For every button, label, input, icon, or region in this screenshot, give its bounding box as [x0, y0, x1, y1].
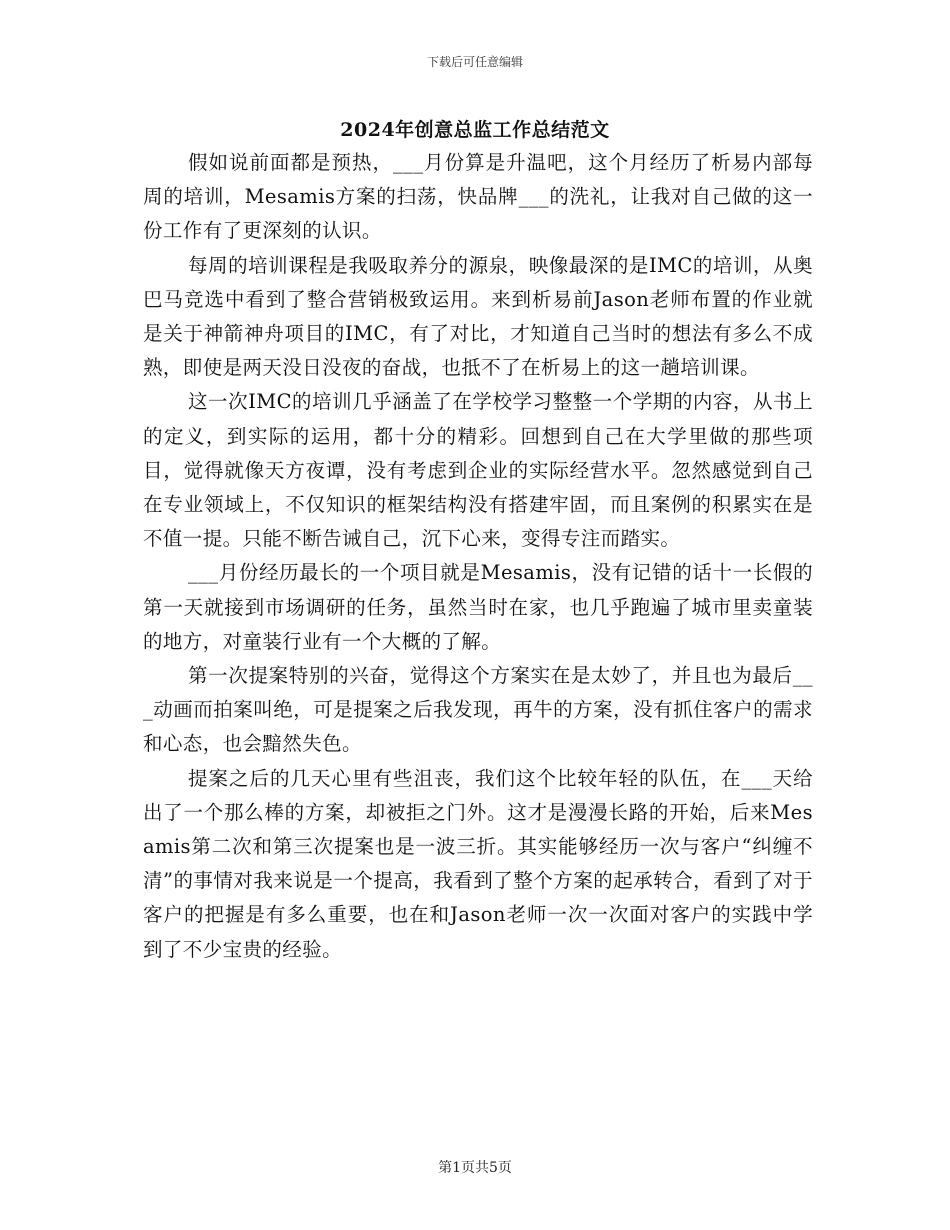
paragraph: ___月份经历最长的一个项目就是Mesamis，没有记错的话十一长假的第一天就接到市场调研的任务，虽然当时在家，也几乎跑遍了城市里卖童装的地方，对童装行业有一个大概的了解。: [143, 561, 813, 653]
document-title: 2024年创意总监工作总结范文: [340, 119, 610, 141]
paragraph: 第一次提案特别的兴奋，觉得这个方案实在是太妙了，并且也为最后___动画而拍案叫绝，可是提案之后我发现，再牛的方案，没有抓住客户的需求和心态，也会黯然失色。: [143, 664, 813, 756]
document-body: [143, 146, 813, 967]
paragraph: 这一次IMC的培训几乎涵盖了在学校学习整整一个学期的内容，从书上的定义，到实际的运用，都十分的精彩。回想到自己在大学里做的那些项目，觉得就像天方夜谭，没有考虑到企业的实际经营水平。忽然感觉到自己在专业领域上，不仅知识的框架结构没有搭建牢固，而且案例的积累实在是不值一提。只能不断告诫自己，沉下心来，变得专注而踏实。: [143, 390, 813, 551]
page-header-note: 下载后可任意编辑: [426, 55, 523, 69]
page-number-footer: 第1页共5页: [438, 1160, 512, 1176]
paragraph: 假如说前面都是预热，___月份算是升温吧，这个月经历了析易内部每周的培训，Mesamis方案的扫荡，快品牌___的洗礼，让我对自己做的这一份工作有了更深刻的认识。: [143, 151, 813, 243]
paragraph: 提案之后的几天心里有些沮丧，我们这个比较年轻的队伍，在___天给出了一个那么棒的方案，却被拒之门外。这才是漫漫长路的开始，后来Mesamis第二次和第三次提案也是一波三折。其实能够经历一次与客户“纠缠不清”的事情对我来说是一个提高，我看到了整个方案的起承转合，看到了对于客户的把握是有多么重要，也在和Jason老师一次一次面对客户的实践中学到了不少宝贵的经验。: [143, 766, 813, 961]
paragraph: 每周的培训课程是我吸取养分的源泉，映像最深的是IMC的培训，从奥巴马竞选中看到了整合营销极致运用。来到析易前Jason老师布置的作业就是关于神箭神舟项目的IMC，有了对比，才知道自己当时的想法有多么不成熟，即使是两天没日没夜的奋战，也抵不了在析易上的这一趟培训课。: [143, 253, 813, 380]
